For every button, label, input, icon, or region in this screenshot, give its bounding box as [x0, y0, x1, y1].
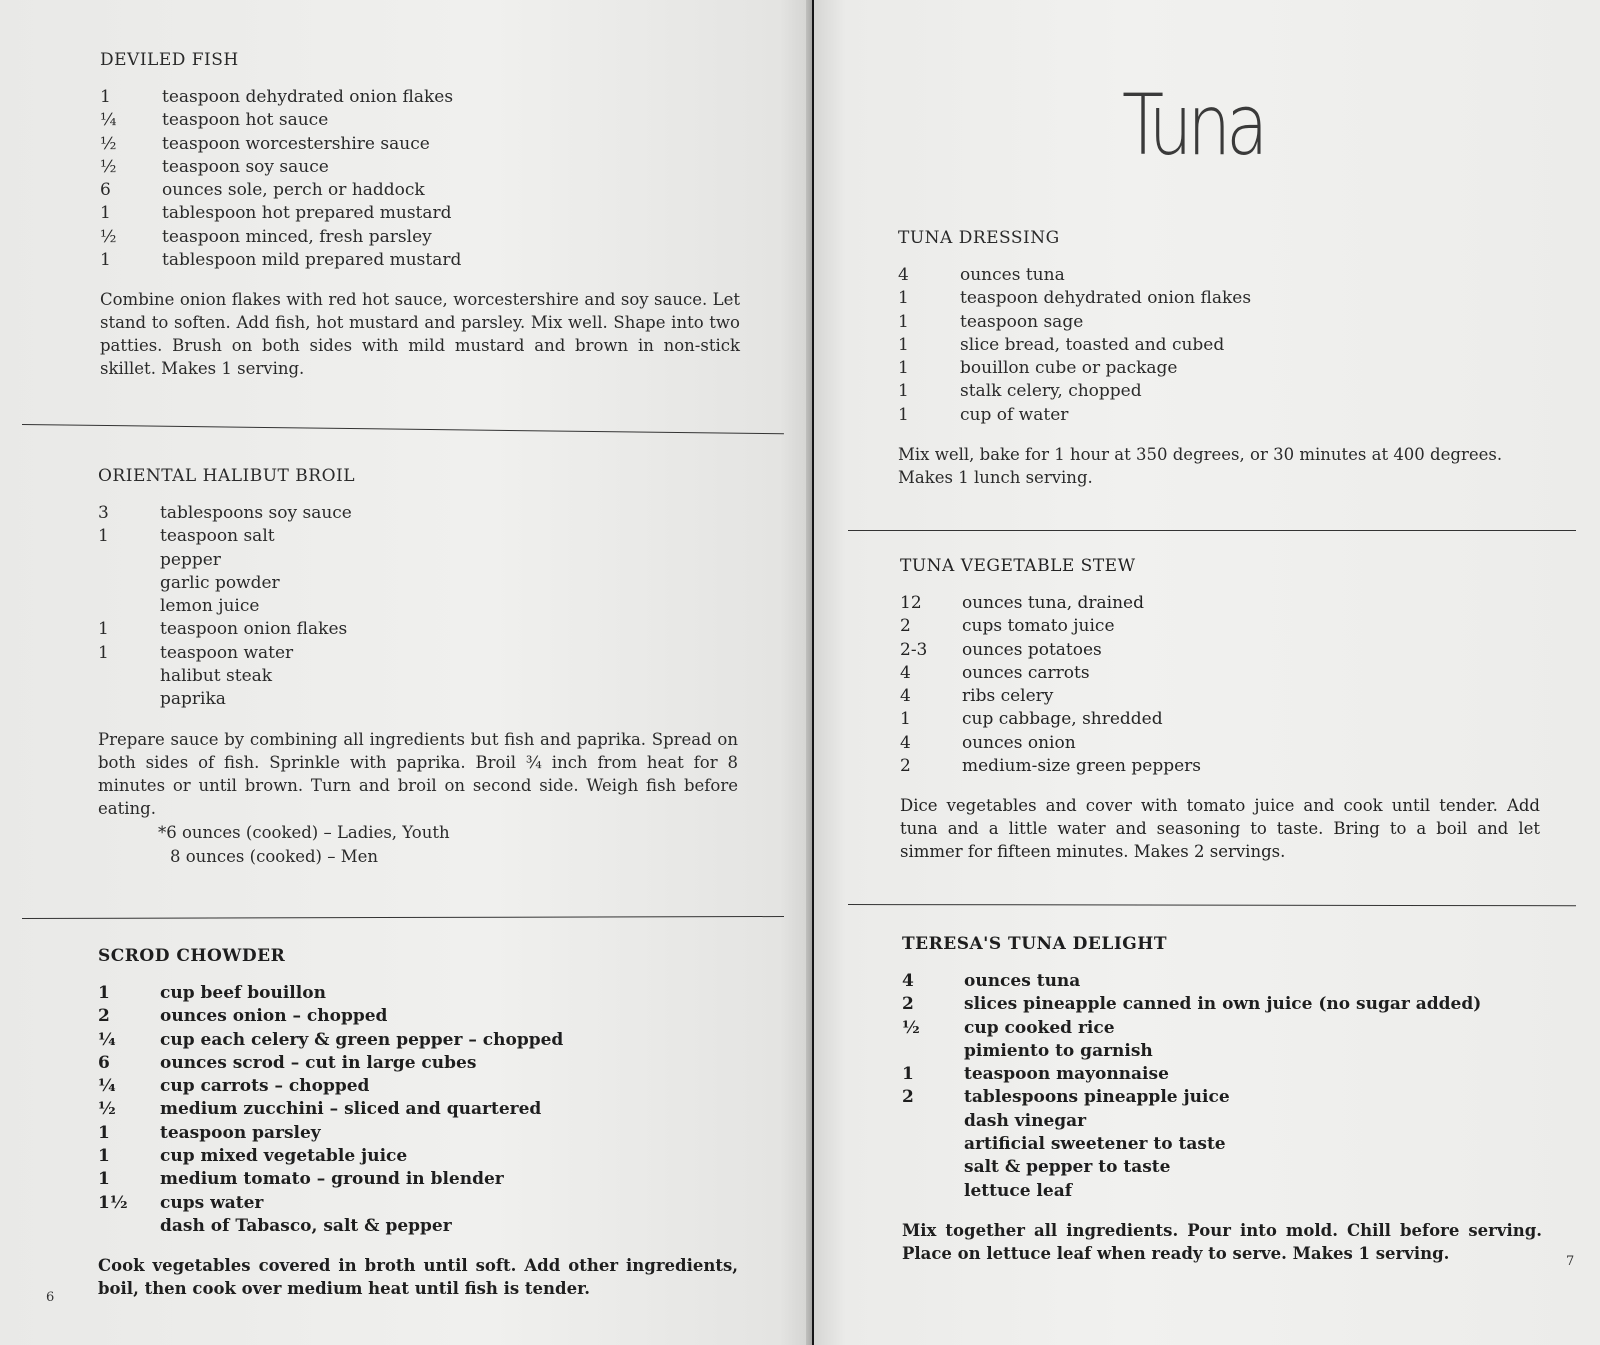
ingredient-qty: 2 [900, 756, 911, 777]
ingredient-name: teaspoon soy sauce [162, 156, 329, 177]
ingredient-qty: 1 [898, 381, 909, 402]
ingredient-row [902, 970, 1542, 993]
ingredient-name: halibut steak [160, 666, 273, 687]
ingredient-row [900, 708, 1540, 731]
ingredient-qty: 1 [98, 1122, 110, 1143]
ingredient-qty: 1 [98, 983, 110, 1003]
recipe-tuna-vegetable-stew [900, 556, 1540, 863]
ingredient-list [98, 502, 738, 712]
ingredient-qty [902, 1110, 964, 1133]
ingredient-row [98, 1122, 738, 1145]
ingredient-qty [902, 1040, 964, 1063]
ingredient-name: teaspoon minced, fresh parsley [162, 226, 432, 247]
ingredient-name: ounces tuna [964, 971, 1081, 991]
ingredient-name: cup each celery & green pepper – chopped [160, 1029, 564, 1050]
ingredient-row [902, 1063, 1542, 1086]
ingredient-name: teaspoon mayonnaise [964, 1064, 1169, 1085]
ingredient-qty: 1 [100, 87, 111, 107]
ingredient-qty: 2 [900, 616, 911, 637]
ingredient-name: teaspoon dehydrated onion flakes [960, 288, 1252, 309]
ingredient-name: bouillon cube or package [960, 358, 1178, 379]
ingredient-row [98, 525, 738, 548]
serving-note: *6 ounces (cooked) – Ladies, Youth [158, 822, 450, 842]
ingredient-name: ounces onion – chopped [160, 1006, 388, 1027]
ingredient-name: ounces tuna, drained [962, 593, 1144, 613]
recipe-instructions: Prepare sauce by combining all ingredients but fish and paprika. Spread on both sides of fish. Sprinkle with paprika. Broil ¾ inch from heat for 8 minutes or until brown. Turn and broil on second side. Weigh fish before eating. [98, 729, 738, 818]
ingredient-name: tablespoon hot prepared mustard [162, 203, 452, 224]
ingredient-name: teaspoon worcestershire sauce [162, 133, 430, 154]
ingredient-row [902, 1017, 1542, 1040]
section-divider [848, 530, 1576, 531]
ingredient-row [900, 592, 1540, 615]
ingredient-row [898, 334, 1538, 357]
ingredient-qty [98, 665, 160, 688]
ingredient-name: cup mixed vegetable juice [160, 1146, 408, 1167]
ingredient-row [98, 1098, 738, 1121]
ingredient-qty [98, 1215, 160, 1238]
ingredient-name: teaspoon hot sauce [162, 110, 329, 131]
ingredient-qty: 6 [98, 1052, 110, 1073]
ingredient-row [98, 595, 738, 618]
ingredient-qty: 2 [902, 1087, 914, 1108]
recipe-oriental-halibut-broil [98, 466, 738, 868]
section-divider [22, 916, 784, 919]
ingredient-qty: 1 [898, 358, 909, 379]
ingredient-row [98, 572, 738, 595]
ingredient-qty: 1 [898, 334, 909, 355]
ingredient-qty: 1 [902, 1064, 914, 1085]
ingredient-qty: ¼ [98, 1029, 116, 1050]
recipe-title: TUNA VEGETABLE STEW [900, 556, 1136, 576]
ingredient-qty: 1 [100, 250, 111, 271]
ingredient-name: lemon juice [160, 596, 260, 617]
ingredient-row [98, 1215, 738, 1238]
ingredient-row [902, 1156, 1542, 1179]
ingredient-qty: 1 [100, 203, 111, 224]
ingredient-row [100, 86, 740, 109]
ingredient-row [898, 264, 1538, 287]
ingredient-name: artificial sweetener to taste [964, 1134, 1226, 1155]
ingredient-qty: 1 [900, 709, 911, 730]
ingredient-qty: 4 [902, 971, 914, 991]
ingredient-name: cups tomato juice [962, 616, 1115, 637]
ingredient-name: garlic powder [160, 572, 280, 593]
ingredient-name: ounces onion [962, 732, 1076, 753]
recipe-instructions: Mix together all ingredients. Pour into mold. Chill before serving. Place on lettuce leaf when ready to serve. Makes 1 serving. [902, 1220, 1542, 1263]
ingredient-qty: 3 [98, 503, 109, 523]
ingredient-name: medium zucchini – sliced and quartered [160, 1099, 542, 1120]
ingredient-name: cup beef bouillon [160, 983, 326, 1003]
recipe-tuna-dressing [898, 228, 1538, 489]
ingredient-qty [902, 1156, 964, 1179]
section-divider [22, 424, 784, 434]
ingredient-qty: 1 [98, 526, 109, 547]
ingredient-row [900, 732, 1540, 755]
ingredient-qty: 2 [98, 1006, 110, 1027]
ingredient-qty: ½ [902, 1017, 920, 1038]
ingredient-row [898, 287, 1538, 310]
ingredient-qty: 12 [900, 593, 922, 613]
ingredient-name: ounces carrots [962, 662, 1090, 683]
ingredient-name: dash of Tabasco, salt & pepper [160, 1215, 452, 1236]
ingredient-row [898, 311, 1538, 334]
ingredient-qty [902, 1133, 964, 1156]
ingredient-name: tablespoons pineapple juice [964, 1087, 1230, 1108]
ingredient-qty: ¼ [98, 1076, 116, 1097]
ingredient-row [100, 133, 740, 156]
recipe-teresas-tuna-delight [902, 934, 1542, 1265]
ingredient-name: cup carrots – chopped [160, 1076, 370, 1097]
ingredient-list [900, 592, 1540, 778]
section-divider [848, 904, 1576, 906]
ingredient-row [900, 662, 1540, 685]
ingredient-qty: 1 [898, 404, 909, 425]
ingredient-row [902, 1180, 1542, 1203]
ingredient-list [98, 982, 738, 1238]
ingredient-qty: ¼ [100, 110, 117, 131]
ingredient-qty: 4 [900, 686, 911, 707]
ingredient-name: pimiento to garnish [964, 1040, 1153, 1061]
ingredient-name: ounces potatoes [962, 639, 1102, 660]
ingredient-name: medium-size green peppers [962, 756, 1201, 777]
ingredient-qty: 1 [898, 311, 909, 332]
ingredient-name: ounces sole, perch or haddock [162, 180, 425, 201]
ingredient-qty: ½ [100, 156, 117, 177]
ingredient-name: pepper [160, 549, 221, 570]
ingredient-row [98, 618, 738, 641]
ingredient-qty [98, 572, 160, 595]
ingredient-name: cup cabbage, shredded [962, 709, 1163, 730]
recipe-title: DEVILED FISH [100, 50, 239, 70]
ingredient-row [98, 982, 738, 1005]
recipe-title: SCROD CHOWDER [98, 946, 286, 966]
ingredient-row [898, 357, 1538, 380]
page-number: 7 [1566, 1254, 1575, 1269]
ingredient-row [898, 404, 1538, 427]
ingredient-qty [902, 1180, 964, 1203]
ingredient-qty: 4 [900, 732, 911, 753]
ingredient-row [100, 226, 740, 249]
ingredient-name: ounces tuna [960, 265, 1065, 285]
ingredient-name: slice bread, toasted and cubed [960, 334, 1225, 355]
ingredient-row [100, 156, 740, 179]
ingredient-row [902, 1133, 1542, 1156]
ingredient-row [100, 202, 740, 225]
ingredient-list [100, 86, 740, 272]
ingredient-row [98, 1005, 738, 1028]
ingredient-row [902, 1110, 1542, 1133]
ingredient-row [898, 380, 1538, 403]
recipe-instructions: Dice vegetables and cover with tomato juice and cook until tender. Add tuna and a little water and seasoning to taste. Bring to a boil and let simmer for fifteen minutes. Makes 2 servings. [900, 796, 1540, 862]
ingredient-list [902, 970, 1542, 1203]
section-title: Tuna [1122, 76, 1264, 174]
ingredient-qty: 4 [898, 265, 909, 285]
ingredient-row [98, 665, 738, 688]
ingredient-qty [98, 595, 160, 618]
ingredient-name: teaspoon water [160, 642, 294, 663]
ingredient-row [100, 179, 740, 202]
recipe-instructions: Mix well, bake for 1 hour at 350 degrees, or 30 minutes at 400 degrees. Makes 1 lunch serving. [898, 445, 1503, 488]
ingredient-row [98, 502, 738, 525]
ingredient-name: cup of water [960, 404, 1069, 425]
ingredient-row [900, 639, 1540, 662]
ingredient-row [100, 109, 740, 132]
ingredient-qty: 1 [98, 642, 109, 663]
serving-note: 8 ounces (cooked) – Men [170, 846, 378, 866]
ingredient-name: tablespoon mild prepared mustard [162, 250, 462, 271]
recipe-title: ORIENTAL HALIBUT BROIL [98, 466, 356, 486]
ingredient-qty [98, 688, 160, 711]
ingredient-row [900, 685, 1540, 708]
ingredient-name: slices pineapple canned in own juice (no sugar added) [964, 994, 1482, 1015]
ingredient-row [98, 1168, 738, 1191]
ingredient-row [98, 1075, 738, 1098]
ingredient-row [98, 642, 738, 665]
ingredient-qty [98, 549, 160, 572]
ingredient-list [898, 264, 1538, 427]
ingredient-qty: 2 [902, 994, 914, 1015]
ingredient-row [98, 1192, 738, 1215]
ingredient-row [98, 688, 738, 711]
ingredient-qty: 6 [100, 180, 111, 201]
ingredient-name: tablespoons soy sauce [160, 503, 352, 523]
ingredient-name: ribs celery [962, 686, 1054, 707]
recipe-deviled-fish [100, 50, 740, 380]
recipe-instructions: Cook vegetables covered in broth until soft. Add other ingredients, boil, then cook over medium heat until fish is tender. [98, 1256, 738, 1299]
ingredient-row [98, 1145, 738, 1168]
ingredient-qty: 1 [98, 1146, 110, 1167]
ingredient-row [902, 993, 1542, 1016]
ingredient-qty: 4 [900, 662, 911, 683]
ingredient-qty: 1 [98, 1169, 110, 1190]
recipe-scrod-chowder [98, 946, 738, 1300]
ingredient-qty: ½ [100, 226, 117, 247]
ingredient-name: teaspoon salt [160, 526, 275, 547]
ingredient-qty: 1 [98, 619, 109, 640]
ingredient-row [100, 249, 740, 272]
ingredient-name: stalk celery, chopped [960, 381, 1142, 402]
ingredient-row [98, 1029, 738, 1052]
ingredient-qty: ½ [98, 1099, 116, 1120]
ingredient-name: lettuce leaf [964, 1180, 1073, 1201]
ingredient-qty: 2-3 [900, 639, 928, 660]
ingredient-row [900, 755, 1540, 778]
recipe-title: TUNA DRESSING [898, 228, 1060, 248]
ingredient-row [902, 1086, 1542, 1109]
ingredient-name: cup cooked rice [964, 1017, 1115, 1038]
page-number: 6 [46, 1290, 55, 1305]
ingredient-name: salt & pepper to taste [964, 1157, 1171, 1178]
ingredient-row [98, 1052, 738, 1075]
ingredient-row [900, 615, 1540, 638]
ingredient-name: paprika [160, 689, 226, 710]
ingredient-qty: ½ [100, 133, 117, 154]
ingredient-name: medium tomato – ground in blender [160, 1169, 504, 1190]
ingredient-name: cups water [160, 1192, 264, 1213]
ingredient-name: teaspoon dehydrated onion flakes [162, 87, 454, 107]
ingredient-row [98, 549, 738, 572]
right-page [814, 0, 1600, 1345]
ingredient-qty: 1 [898, 288, 909, 309]
ingredient-name: dash vinegar [964, 1110, 1087, 1131]
ingredient-name: ounces scrod – cut in large cubes [160, 1052, 477, 1073]
recipe-instructions: Combine onion flakes with red hot sauce, worcestershire and soy sauce. Let stand to soften. Add fish, hot mustard and parsley. Mix well. Shape into two patties. Brush on both sides with mild mustard and brown in non-stick skillet. Makes 1 serving. [100, 290, 740, 379]
ingredient-name: teaspoon sage [960, 311, 1084, 332]
recipe-title: TERESA'S TUNA DELIGHT [902, 934, 1168, 954]
ingredient-name: teaspoon parsley [160, 1122, 321, 1143]
ingredient-qty: 1½ [98, 1192, 128, 1213]
ingredient-row [902, 1040, 1542, 1063]
ingredient-name: teaspoon onion flakes [160, 619, 348, 640]
